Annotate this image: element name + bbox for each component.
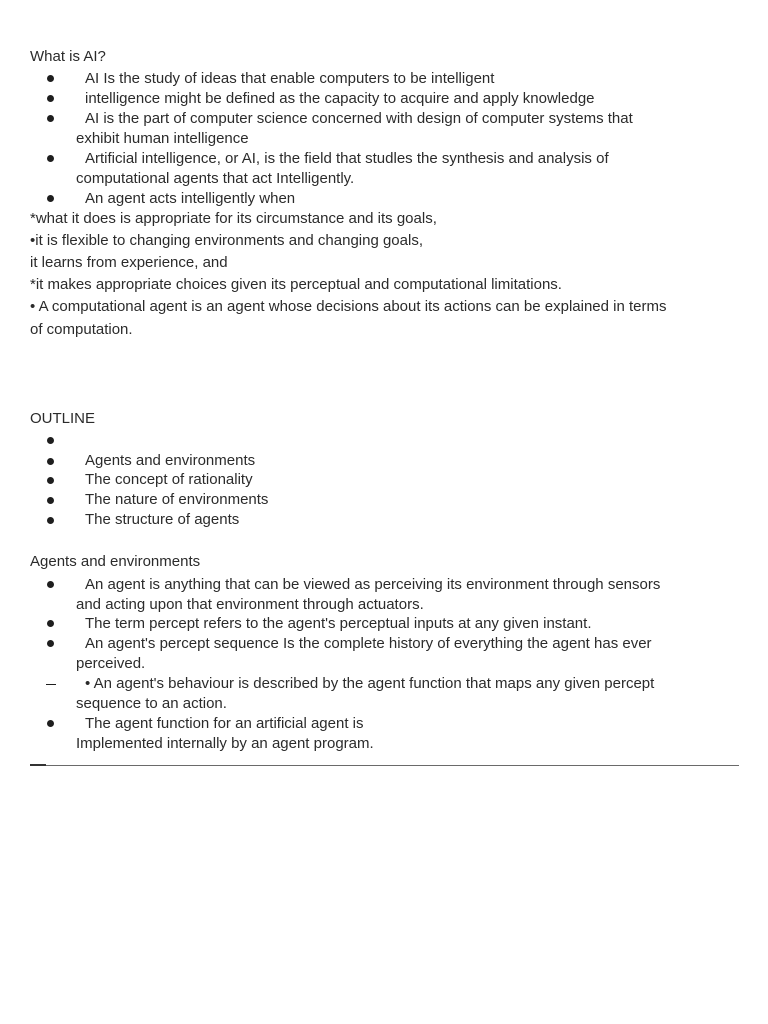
body-line: •it is flexible to changing environments and changing goals, [30,232,423,249]
section-heading-what-is-ai: What is AI? [30,48,106,65]
bullet-dot [47,477,54,484]
bullet-dot [47,517,54,524]
outline-item: The concept of rationality [85,471,253,488]
body-line: of computation. [30,321,133,338]
dash-marker [46,684,56,685]
bullet-dot [47,155,54,162]
ai-bullet-continuation: exhibit human intelligence [76,130,249,147]
body-line: • A computational agent is an agent whose decisions about its actions can be explained in terms [30,298,667,315]
body-line: it learns from experience, and [30,254,228,271]
agents-bullet-text: An agent is anything that can be viewed as perceiving its environment through sensors [85,576,661,593]
agents-bullet-continuation: perceived. [76,655,146,672]
bullet-dot [47,581,54,588]
bullet-dot [47,95,54,102]
ai-bullet-text: intelligence might be defined as the capacity to acquire and apply knowledge [85,90,595,107]
agents-bullet-text: The agent function for an artificial agent is [85,715,364,732]
bullet-dot [47,497,54,504]
agents-bullet-text: The term percept refers to the agent's perceptual inputs at any given instant. [85,615,592,632]
bullet-dot [47,720,54,727]
bullet-dot [47,115,54,122]
horizontal-divider [30,765,739,766]
agents-bullet-continuation: and acting upon that environment through actuators. [76,596,424,613]
bullet-dot [47,437,54,444]
bullet-dot [47,75,54,82]
bullet-dot [47,640,54,647]
outline-item: The structure of agents [85,511,240,528]
agents-bullet-continuation: Implemented internally by an agent program. [76,735,374,752]
ai-bullet-text: AI is the part of computer science concerned with design of computer systems that [85,110,633,127]
bullet-dot [47,458,54,465]
agents-bullet-continuation: sequence to an action. [76,695,227,712]
agents-bullet-text: An agent's percept sequence Is the complete history of everything the agent has ever [85,635,652,652]
ai-bullet-text: An agent acts intelligently when [85,190,296,207]
section-heading-agents-environments: Agents and environments [30,553,201,570]
outline-item: The nature of environments [85,491,269,508]
ai-bullet-text: Artificial intelligence, or AI, is the field that studles the synthesis and analysis of [85,150,609,167]
divider-mark [30,764,46,766]
body-line: *it makes appropriate choices given its perceptual and computational limitations. [30,276,562,293]
ai-bullet-text: AI Is the study of ideas that enable computers to be intelligent [85,70,495,87]
body-line: *what it does is appropriate for its circumstance and its goals, [30,210,437,227]
outline-item: Agents and environments [85,452,256,469]
agents-bullet-text: • An agent's behaviour is described by the agent function that maps any given percept [85,675,655,692]
bullet-dot [47,620,54,627]
bullet-dot [47,195,54,202]
section-heading-outline: OUTLINE [30,410,96,427]
ai-bullet-continuation: computational agents that act Intelligently. [76,170,355,187]
